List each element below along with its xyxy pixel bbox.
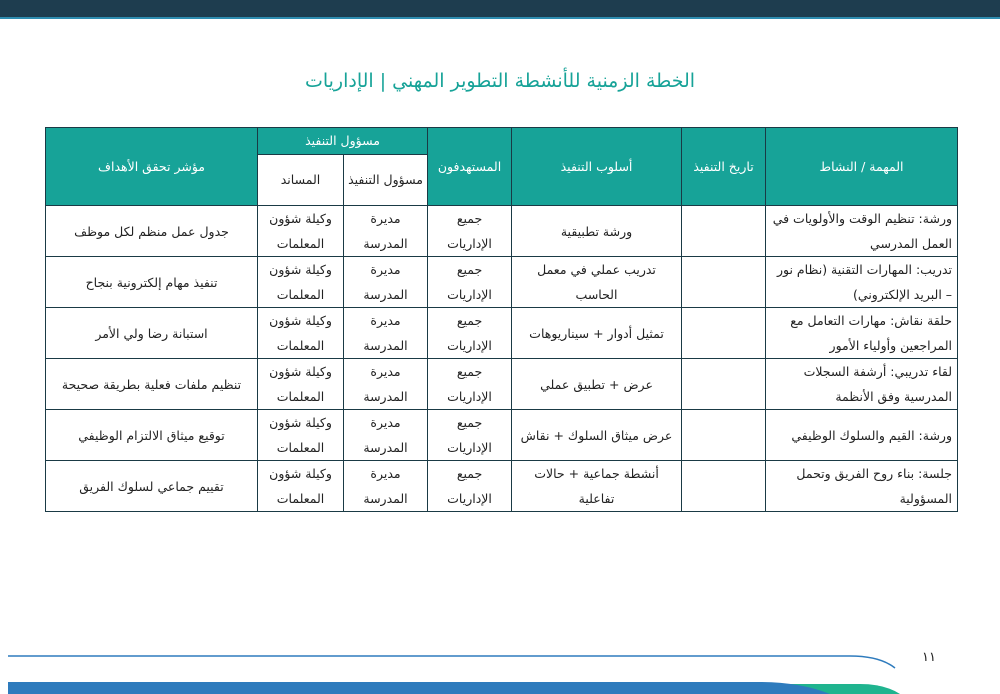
cell-responsible-main: مديرة المدرسة	[344, 308, 428, 359]
cell-indicator: تنفيذ مهام إلكترونية بنجاح	[46, 257, 258, 308]
cell-date	[682, 206, 766, 257]
cell-task: لقاء تدريبي: أرشفة السجلات المدرسية وفق الأنظمة	[766, 359, 958, 410]
header-target: المستهدفون	[428, 128, 512, 206]
table-row	[46, 461, 958, 512]
page-title: الخطة الزمنية للأنشطة التطوير المهني | الإداريات	[304, 70, 696, 92]
cell-target: جميع الإداريات	[428, 359, 512, 410]
cell-target: جميع الإداريات	[428, 410, 512, 461]
top-banner	[0, 0, 1000, 17]
table-row	[46, 308, 958, 359]
header-task: المهمة / النشاط	[766, 128, 958, 206]
cell-indicator: تنظيم ملفات فعلية بطريقة صحيحة	[46, 359, 258, 410]
cell-method: عرض ميثاق السلوك + نقاش	[512, 410, 682, 461]
cell-method: تدريب عملي في معمل الحاسب	[512, 257, 682, 308]
cell-indicator: توقيع ميثاق الالتزام الوظيفي	[46, 410, 258, 461]
cell-date	[682, 308, 766, 359]
schedule-table	[45, 127, 958, 512]
cell-responsible-main: مديرة المدرسة	[344, 461, 428, 512]
cell-method: عرض + تطبيق عملي	[512, 359, 682, 410]
table-row	[46, 359, 958, 410]
header-method: أسلوب التنفيذ	[512, 128, 682, 206]
cell-indicator: استبانة رضا ولي الأمر	[46, 308, 258, 359]
header-responsible: مسؤول التنفيذ	[258, 128, 428, 155]
cell-responsible-main: مديرة المدرسة	[344, 359, 428, 410]
cell-responsible-support: وكيلة شؤون المعلمات	[258, 359, 344, 410]
cell-target: جميع الإداريات	[428, 257, 512, 308]
cell-method: أنشطة جماعية + حالات تفاعلية	[512, 461, 682, 512]
cell-task: حلقة نقاش: مهارات التعامل مع المراجعين وأولياء الأمور	[766, 308, 958, 359]
cell-date	[682, 359, 766, 410]
page-number: ١١	[922, 650, 936, 665]
cell-task: جلسة: بناء روح الفريق وتحمل المسؤولية	[766, 461, 958, 512]
cell-target: جميع الإداريات	[428, 308, 512, 359]
footer-thin-line	[8, 656, 895, 668]
cell-target: جميع الإداريات	[428, 461, 512, 512]
cell-responsible-support: وكيلة شؤون المعلمات	[258, 257, 344, 308]
table-row	[46, 410, 958, 461]
cell-responsible-support: وكيلة شؤون المعلمات	[258, 461, 344, 512]
cell-responsible-support: وكيلة شؤون المعلمات	[258, 410, 344, 461]
cell-target: جميع الإداريات	[428, 206, 512, 257]
cell-responsible-main: مديرة المدرسة	[344, 257, 428, 308]
cell-responsible-support: وكيلة شؤون المعلمات	[258, 206, 344, 257]
header-date: تاريخ التنفيذ	[682, 128, 766, 206]
cell-method: تمثيل أدوار + سيناريوهات	[512, 308, 682, 359]
header-indicator: مؤشر تحقق الأهداف	[46, 128, 258, 206]
cell-indicator: تقييم جماعي لسلوك الفريق	[46, 461, 258, 512]
table-row	[46, 206, 958, 257]
cell-responsible-main: مديرة المدرسة	[344, 410, 428, 461]
footer-blue-band	[8, 682, 830, 694]
cell-task: ورشة: تنظيم الوقت والأولويات في العمل المدرسي	[766, 206, 958, 257]
cell-responsible-main: مديرة المدرسة	[344, 206, 428, 257]
cell-date	[682, 410, 766, 461]
top-banner-edge	[0, 17, 1000, 19]
cell-task: تدريب: المهارات التقنية (نظام نور – البريد الإلكتروني)	[766, 257, 958, 308]
header-responsible-main: مسؤول التنفيذ	[344, 155, 428, 206]
cell-method: ورشة تطبيقية	[512, 206, 682, 257]
cell-task: ورشة: القيم والسلوك الوظيفي	[766, 410, 958, 461]
cell-date	[682, 461, 766, 512]
cell-date	[682, 257, 766, 308]
header-responsible-support: المساند	[258, 155, 344, 206]
table-row	[46, 257, 958, 308]
cell-responsible-support: وكيلة شؤون المعلمات	[258, 308, 344, 359]
cell-indicator: جدول عمل منظم لكل موظف	[46, 206, 258, 257]
footer-decoration	[0, 640, 1000, 694]
